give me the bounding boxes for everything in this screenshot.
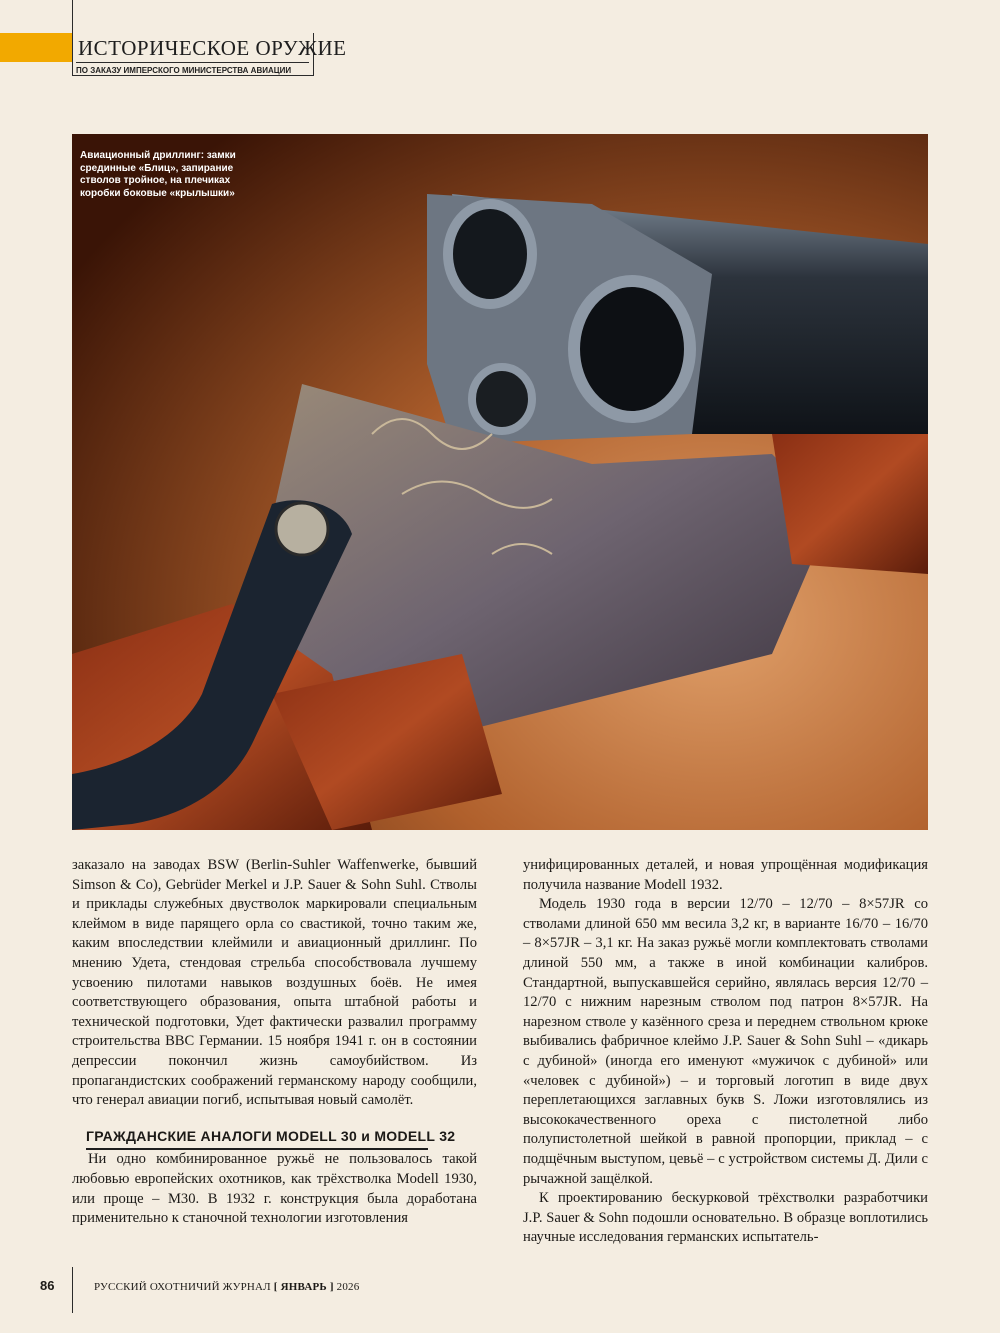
- paragraph: К проектированию бескурковой трёхстволки разработчики J.P. Sauer & Sohn подошли основательно. В образце воплотились научные исследования германских испытатель-: [523, 1190, 928, 1246]
- paragraph: Модель 1930 года в версии 12/70 – 12/70 – 8×57JR со стволами длиной 650 мм весила 3,2 кг, в варианте 16/70 – 16/70 – 8×57JR – 3,1 кг. На заказ ружьё могли комплектовать стволами длиной 550 мм, а также в иной комбинации калибров. Стандартной, выпускавшейся серийно, являлась версия 12/70 – 12/70 с нижним нарезным стволом под патрон 8×57JR. На нарезном стволе у казённого среза и переднем ствольном крюке выбивались фабричное клеймо J.P. Sauer & Sohn Suhl – «дикарь с дубиной» (иногда его именуют «мужичок с дубиной» или «человек с дубиной») – и торговый логотип в виде двух переплетающихся заглавных букв S. Ложи изготовлялись из высококачественного ореха с пистолетной либо полупистолетной шейкой в равной пропорции, приклад – с подщёчным выступом, цевьё – с устройством системы Д. Дили с рычажной защёлкой.: [523, 896, 928, 1187]
- section-heading: ГРАЖДАНСКИЕ АНАЛОГИ MODELL 30 и MODELL 32: [86, 1127, 456, 1144]
- photo-caption: Авиационный дриллинг: замки срединные «Блиц», запирание стволов тройное, на плечиках коробки боковые «крылышки»: [80, 150, 236, 199]
- drilling-photo: [72, 134, 928, 830]
- issue-year: 2026: [336, 1281, 360, 1293]
- section-accent-tab: [0, 33, 72, 62]
- page-number: 86: [40, 1278, 55, 1293]
- header-rule: [76, 62, 309, 63]
- article-column-right: [523, 856, 928, 1248]
- magazine-name: РУССКИЙ ОХОТНИЧИЙ ЖУРНАЛ: [94, 1281, 271, 1293]
- paragraph: унифицированных деталей, и новая упрощённая модификация получила название Modell 1932.: [523, 857, 928, 893]
- section-subtitle: ПО ЗАКАЗУ ИМПЕРСКОГО МИНИСТЕРСТВА АВИАЦИИ: [76, 66, 292, 75]
- article-column-left: [72, 856, 477, 1229]
- paragraph: Ни одно комбинированное ружьё не пользовалось такой любовью европейских охотников, как трёхстволка Modell 1930, или проще – М30. В 1932 г. конструкция была доработана применительно к станочной технологии изготовления: [72, 1151, 477, 1227]
- footer-divider: [72, 1267, 73, 1313]
- paragraph: заказало на заводах BSW (Berlin-Suhler Waffenwerke, бывший Simson & Co), Gebrüder Merkel и J.P. Sauer & Sohn Suhl. Стволы и приклады служебных двустволок маркировали специальным клеймом в виде парящего орла со свастикой, точно таким же, каким впоследствии клеймили и авиационный дриллинг. По мнению Удета, стендовая стрельба способствовала лучшему усвоению пилотами навыков воздушных боёв. Не имея соответствующего образования, опыта штабной работы и технической подготовки, Удет фактически развалил программу строительства ВВС Германии. 15 ноября 1941 г. он в состоянии депрессии покончил жизнь самоубийством. Из пропагандистских соображений германскому народу сообщили, что генерал авиации погиб, испытывая новый самолёт.: [72, 857, 477, 1109]
- section-title: ИСТОРИЧЕСКОЕ ОРУЖИЕ: [78, 36, 347, 60]
- issue-month: [ ЯНВАРЬ ]: [273, 1281, 334, 1293]
- footer-publication: [94, 1281, 359, 1293]
